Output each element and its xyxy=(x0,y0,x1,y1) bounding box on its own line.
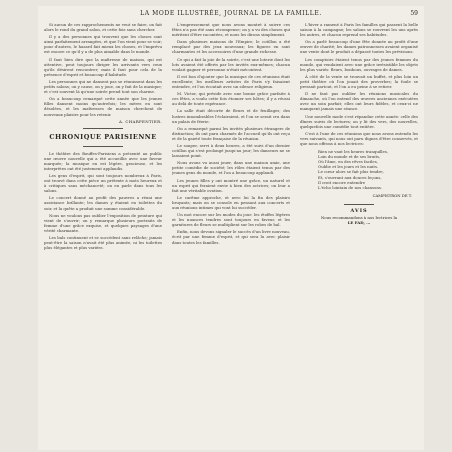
paragraph: Les gens d'esprit, qui sont toujours nombreux à Paris, ont trouvé dans cette pièce un prétexte à mots heureux et à critiques sans méchanceté; on en parle dans tous les salons. xyxy=(44,172,162,194)
paragraph: Le concert donné au profit des pauvres a réuni une assistance brillante; les dames y étaient en toilettes du soir, et la quête a produit une somme considérable. xyxy=(44,195,162,211)
paragraph: Enfin, nous devons signaler le succès d'un livre nouveau, écrit par une femme d'esprit, et qui sera lu avec plaisir dans toutes les familles. xyxy=(172,229,290,245)
avis-text: Nous recommandons à nos lectrices la xyxy=(320,214,398,220)
paragraph: Il faut bien dire que la maîtresse de maison, qui est attentive, peut toujours diriger les arrivants vers ceux qu'ils désirent rencontrer; mais il faut pour cela de la présence d'esprit et beaucoup d'habitude. xyxy=(44,56,162,77)
section-title-chronique: CHRONIQUE PARISIENNE xyxy=(49,132,157,141)
column-2 xyxy=(172,22,290,444)
paragraph: Dans plusieurs maisons de l'Empire, le cotillon a été remplacé par des jeux nouveaux; les figures en sont charmantes et les accessoires d'une grande richesse. xyxy=(172,39,290,55)
paragraph: Une nouvelle mode s'est répandue cette année: celle des dîners suivis de lectures; on y lit des vers, des nouvelles, quelquefois une comédie tout entière. xyxy=(300,113,418,129)
paragraph: Les bals continuent et se succèdent sans relâche; jamais peut-être la saison n'avait été plus animée, ni les toilettes plus élégantes et plus variées. xyxy=(44,235,162,251)
paragraph: M. Victor, qui préside avec une bonne grâce parfaite à ces fêtes, a voulu cette fois étonner ses hôtes; il y a réussi au delà de toute espérance. xyxy=(172,91,290,107)
paragraph: Les personnes qui ne dansent pas se réunissent dans les petits salons; on y cause, on y joue, on y fait de la musique; et c'est souvent là qu'une soirée prend tout son charme. xyxy=(44,78,162,95)
poem-line: L'écho lointain de nos chansons. xyxy=(318,184,383,190)
section-divider xyxy=(344,204,374,205)
paragraph: Un mot encore sur les modes du jour: les étoffes légères et les nuances tendres sont toujours en faveur, et les garnitures de fleurs se multiplient sur les robes de bal. xyxy=(172,212,290,228)
section-divider xyxy=(83,146,123,147)
column-3 xyxy=(300,22,418,444)
paragraph: Si aucun de ces rapprochements ne veut se faire, on fait alors le rond du grand salon, et cette fois sans chercher. xyxy=(44,22,162,33)
paragraph: Ce qui a fait la joie de la soirée, c'est une loterie dont les lots avaient été offerts par les invités eux-mêmes; chacun voulait gagner et personne n'était mécontent. xyxy=(172,56,290,72)
paragraph: On a beaucoup remarqué cette année que les jeunes filles dansent moins qu'autrefois; les mères en sont désolées, et les maîtresses de maison cherchent de nouveaux plaisirs pour les retenir. xyxy=(44,96,162,117)
paragraph: Il y a des personnes qui trouvent que les choses sont ainsi parfaitement arrangées, et que l'on vient pour se voir; pour d'autres, le hasard fait mieux les choses, et l'imprévu est encore ce qu'il y a de plus aimable dans le monde. xyxy=(44,34,162,55)
poem xyxy=(318,149,418,190)
paragraph: Nous avons vu aussi jouer, dans une maison amie, une petite comédie de société; les rôles étaient tenus par des jeunes gens du monde, et l'on a beaucoup applaudi. xyxy=(172,160,290,176)
poem-line: Rien ne vaut les heures tranquilles, xyxy=(318,149,389,155)
avis-subtext: LE FAD, ... xyxy=(347,219,371,225)
column-1-article xyxy=(44,22,162,117)
paragraph: On a parlé beaucoup d'une fête donnée au profit d'une œuvre de charité; les dames patronnesses avaient organisé une vente dont le produit a dépassé toutes les prévisions. xyxy=(300,39,418,55)
article-signature: A. CHARPENTIER. xyxy=(119,118,162,124)
paragraph: Nous ne voulons pas oublier l'exposition de peinture qui vient de s'ouvrir; on y remarque plusieurs portraits de femme d'une grâce exquise, et quelques paysages d'une vérité charmante. xyxy=(44,212,162,233)
paragraph: Les jeunes filles y ont montré une grâce, un naturel et un esprit qui feraient envie à bien des actrices; on leur a fait une véritable ovation. xyxy=(172,177,290,193)
paragraph: La salle était décorée de fleurs et de feuillages; des lustres innombrables l'éclairaient, et l'on se serait cru dans un palais de féerie. xyxy=(172,108,290,124)
poem-line: Oublie et les jours et les nuits. xyxy=(318,164,379,170)
avis-title: AVIS xyxy=(350,207,368,214)
paragraph: Le souper, servi à deux heures, a été suivi d'un dernier cotillon qui s'est prolongé jusqu'au jour; les danseurs ne se lassaient point. xyxy=(172,142,290,159)
paragraph: Le théâtre des Bouffes-Parisiens a présenté au public une œuvre nouvelle qui a été accueillie avec une faveur marquée; la musique en est légère, gracieuse, et les interprètes ont été justement applaudis. xyxy=(44,150,162,171)
page-number: 59 xyxy=(410,10,418,17)
paragraph: Il est bon d'ajouter que la musique de ces réunions était excellente; les meilleurs artistes de Paris s'y faisaient entendre, et l'on écoutait avec un silence religieux. xyxy=(172,73,290,90)
paragraph: L'empressement que nous avons montré à suivre ces fêtes n'a pas été sans récompense; on y a vu des choses qui méritent d'être racontées, et nous les dirons simplement. xyxy=(172,22,290,38)
column-1 xyxy=(44,22,162,444)
poem-line: Où l'âme, en des rêves faciles, xyxy=(318,159,378,165)
poem-line: Il croit encore entendre xyxy=(318,179,366,185)
chronique-article xyxy=(44,151,162,251)
paragraph: À côté de la vente se trouvait un buffet, et plus loin un petit théâtre où l'on jouait des proverbes; la foule se pressait partout, et l'on a eu peine à se retirer. xyxy=(300,73,418,90)
poem-line: Le cœur alors se fait plus tendre, xyxy=(318,169,384,175)
paragraph: C'est à l'une de ces réunions que nous avons entendu les vers suivants, qui nous ont paru dignes d'être conservés, et que nous offrons à nos lectrices: xyxy=(300,130,418,146)
running-head: LA MODE ILLUSTRÉE, JOURNAL DE LA FAMILLE. xyxy=(140,10,322,17)
magazine-page xyxy=(38,6,424,450)
poem-signature: CAMPISTRON DE T. xyxy=(372,192,412,198)
poem-line: Et, s'ouvrant aux douces leçons, xyxy=(318,174,382,180)
paragraph: Le carême approche, et avec lui la fin des plaisirs bruyants; mais on se console en pensant aux concerts et aux réunions intimes qui vont lui succéder. xyxy=(172,194,290,210)
poem-line: Loin du monde et de ses bruits, xyxy=(318,154,381,160)
paragraph: On a remarqué parmi les invités plusieurs étrangers de distinction; ils ont paru charmés de l'accueil qu'ils ont reçu et de la gaieté toute française de la réunion. xyxy=(172,125,290,141)
paragraph: L'hiver a ramené à Paris les familles qui passent la belle saison à la campagne; les salons se rouvrent les uns après les autres, et chacun reprend ses habitudes. xyxy=(300,22,418,38)
paragraph: Les comptoirs étaient tenus par des jeunes femmes du monde, qui vendaient avec une grâce irrésistible les objets les plus variés: fleurs, bonbons, ouvrages de dames. xyxy=(300,56,418,72)
section-divider xyxy=(83,128,123,129)
paragraph: Il ne faut pas oublier les réunions musicales du dimanche, où l'on entend des œuvres anciennes exécutées avec un soin parfait; elles ont leurs fidèles, et ceux-ci ne manquent jamais une séance. xyxy=(300,91,418,112)
